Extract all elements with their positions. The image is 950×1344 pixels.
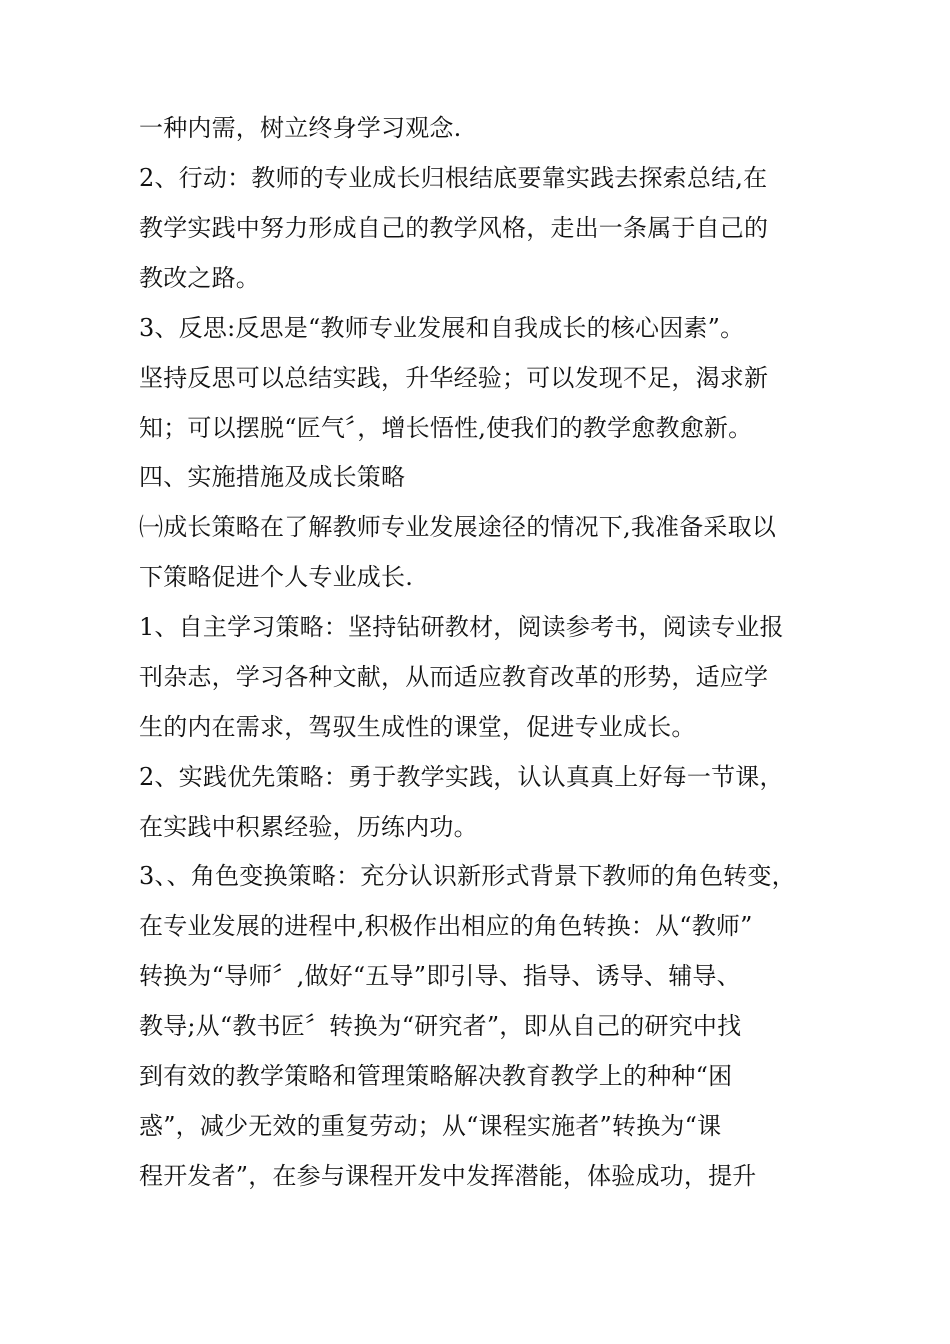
- text-line-9: ㈠成长策略在了解教师专业发展途径的情况下,我准备采取以: [139, 513, 777, 541]
- text-line-15: 在实践中积累经验，历练内功。: [139, 813, 478, 841]
- text-line-19: 教导;从“教书匠〞转换为“研究者”，即从自己的研究中找: [139, 1012, 742, 1040]
- text-line-22: 程开发者”，在参与课程开发中发挥潜能，体验成功，提升: [139, 1162, 757, 1190]
- text-line-11: 1、自主学习策略：坚持钻研教材，阅读参考书，阅读专业报: [139, 613, 784, 641]
- text-line-5: 3、反思:反思是“教师专业发展和自我成长的核心因素”。: [139, 314, 745, 342]
- text-line-1: 一种内需，树立终身学习观念.: [139, 114, 462, 142]
- text-line-4: 教改之路。: [139, 264, 260, 292]
- text-line-13: 生的内在需求，驾驭生成性的课堂，促进专业成长。: [139, 713, 696, 741]
- text-line-7: 知；可以摆脱“匠气〞，增长悟性,使我们的教学愈教愈新。: [139, 414, 753, 442]
- text-line-14: 2、实践优先策略：勇于教学实践，认认真真上好每一节课，: [139, 763, 784, 791]
- text-line-20: 到有效的教学策略和管理策略解决教育教学上的种种“困: [139, 1062, 733, 1090]
- text-line-18: 转换为“导师〞,做好“五导”即引导、指导、诱导、辅导、: [139, 962, 741, 990]
- text-line-3: 教学实践中努力形成自己的教学风格，走出一条属于自己的: [139, 214, 769, 242]
- text-line-21: 惑”，减少无效的重复劳动；从“课程实施者”转换为“课: [139, 1112, 722, 1140]
- text-line-17: 在专业发展的进程中,积极作出相应的角色转换：从“教师”: [139, 912, 753, 940]
- text-line-2: 2、行动：教师的专业成长归根结底要靠实践去探索总结,在: [139, 164, 768, 192]
- text-line-6: 坚持反思可以总结实践，升华经验；可以发现不足，渴求新: [139, 364, 769, 392]
- text-line-12: 刊杂志，学习各种文献，从而适应教育改革的形势，适应学: [139, 663, 769, 691]
- section-heading: 四、实施措施及成长策略: [139, 463, 406, 491]
- text-line-10: 下策略促进个人专业成长.: [139, 563, 414, 591]
- text-line-16: 3、、角色变换策略：充分认识新形式背景下教师的角色转变，: [139, 862, 796, 890]
